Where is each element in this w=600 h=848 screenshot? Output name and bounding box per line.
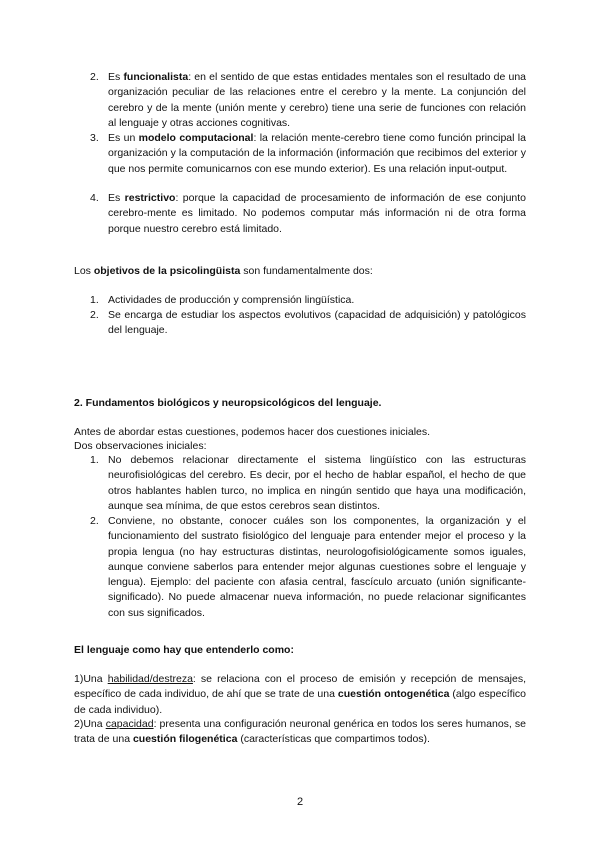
objetivos-paragraph [74, 264, 526, 279]
list-number: 4. [90, 192, 99, 204]
intro-line: Dos observaciones iniciales: [74, 440, 207, 452]
text-run: son fundamentalmente dos: [240, 265, 373, 277]
list-text: Actividades de producción y comprensión lingüística. [108, 294, 355, 306]
text-run: (características que compartimos todos). [237, 733, 430, 746]
underlined-term: habilidad/destreza [107, 673, 193, 685]
text-run: (algo específico de cada individuo). [74, 688, 526, 716]
list-text [108, 70, 526, 131]
text-run: : en el sentido de que estas entidades mentales son el resultado de una organización peculiar de las relaciones entre el cerebro y la mente. La conjunción del cerebro y de la mente (unión mente y cerebro) tiene una serie de funciones con relación al lenguaje y otras acciones cognitivas. [108, 71, 527, 129]
list-number: 2. [90, 309, 99, 321]
list-text: Se encarga de estudiar los aspectos evolutivos (capacidad de adquisición) y patológicos del lenguaje. [108, 309, 526, 337]
list-number: 1. [90, 454, 99, 466]
text-run: : se relaciona con el proceso de emisión y recepción de mensajes, específico de cada individuo, de ahí que se trate de una [74, 673, 527, 701]
bold-term: modelo computacional [138, 132, 254, 144]
bold-term: cuestión ontogenética [337, 688, 450, 701]
list-text [108, 191, 526, 237]
page-number: 2 [296, 796, 304, 808]
text-run: : presenta una configuración neuronal genérica en todos los seres humanos, se trata de una [74, 718, 527, 746]
bold-term: restrictivo [124, 192, 176, 204]
bold-term: cuestión filogenética [132, 733, 238, 746]
bold-term: objetivos de la psicolingüista [93, 265, 241, 277]
list-number: 3. [90, 132, 99, 144]
lenguaje-heading: El lenguaje como hay que entenderlo como: [74, 644, 294, 656]
definition-paragraph [74, 717, 526, 748]
text-run: : porque la capacidad de procesamiento de información de ese conjunto cerebro-mente es limitado. No podemos computar más información ni de otra forma porque nuestro cerebro está limitado. [108, 192, 527, 235]
text-run: Los [74, 265, 94, 277]
underlined-term: capacidad [105, 718, 154, 730]
list-text: No debemos relacionar directamente el sistema lingüístico con las estructuras neurofisiológicas del cerebro. Es decir, por el hecho de hablar español, el hecho de que otros hablantes hablen turco, no implica en ningún sentido que haya una modificación, aunque sea mínima, de que estos cerebros sean distintos. [108, 454, 526, 512]
intro-line: Antes de abordar estas cuestiones, podemos hacer dos cuestiones iniciales. [74, 426, 431, 438]
text-run: Es un [108, 132, 139, 144]
text-run: Es [108, 71, 124, 83]
list-number: 1. [90, 294, 99, 306]
text-run: : la relación mente-cerebro tiene como función principal la organización y la computación de la información (información que recibimos del exterior y que nos permite comunicarnos con ese mundo exterior). Es una relación input-output. [108, 132, 526, 175]
list-text: Conviene, no obstante, conocer cuáles son los componentes, la organización y el funcionamiento del sustrato fisiológico del lenguaje para entender mejor el proceso y la propia lengua (no hay estructuras distintas, neurologofisiológicamente somos iguales, aunque conviene saberlos para entender mejor algunas cuestiones sobre el lenguaje y lengua). Ejemplo: del paciente con afasia central, fascículo arcuato (unión significante-significado). No puede almacenar nueva información, no puede relacionar significantes con sus significados. [108, 515, 526, 619]
text-run: 1)Una [74, 673, 108, 685]
list-text [108, 131, 526, 177]
text-run: 2)Una [74, 718, 106, 730]
section-heading: 2. Fundamentos biológicos y neuropsicológicos del lenguaje. [74, 397, 382, 409]
text-run: Es [108, 192, 125, 204]
list-number: 2. [90, 71, 99, 83]
list-number: 2. [90, 515, 99, 527]
bold-term: funcionalista [123, 71, 189, 83]
definition-paragraph [74, 672, 526, 718]
